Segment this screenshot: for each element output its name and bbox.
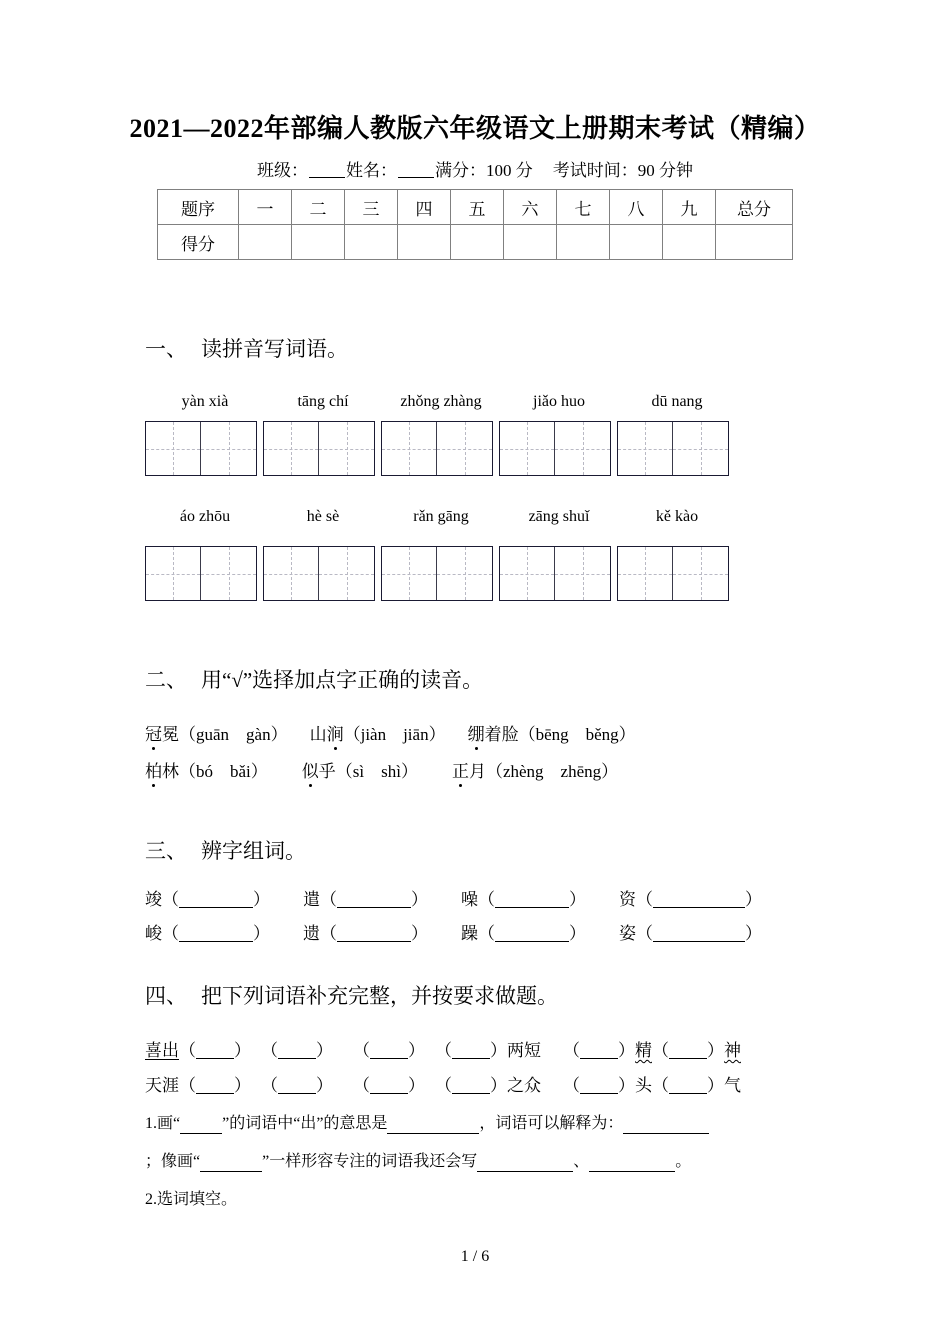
class-blank <box>309 177 345 178</box>
idiom-tail-b-1: 神 <box>724 1041 741 1060</box>
idiom-blank[interactable] <box>580 1058 618 1059</box>
writing-grid-cell[interactable] <box>146 547 201 600</box>
writing-grid-cell[interactable] <box>555 422 610 475</box>
writing-grid-group-1-3[interactable] <box>381 421 493 476</box>
idiom-blank[interactable] <box>196 1058 234 1059</box>
writing-grid-row-2 <box>145 546 745 601</box>
score-col-5: 五 <box>451 190 504 225</box>
pronunciation-options[interactable]: bēng běng <box>535 725 619 744</box>
time-value: 90 分钟 <box>637 161 693 180</box>
word-build-item-7[interactable]: 躁（ ） <box>461 924 586 943</box>
word-build-blank[interactable] <box>337 941 411 942</box>
word-build-char: 遣 <box>303 890 320 909</box>
pinyin-row-1 <box>145 393 745 417</box>
word-build-blank[interactable] <box>337 907 411 908</box>
writing-grid-group-1-1[interactable] <box>145 421 257 476</box>
sub-question-1-line-2 <box>145 1148 691 1172</box>
pronunciation-options[interactable]: jiàn jiān <box>360 725 429 744</box>
dotted-character: 似 <box>302 757 319 782</box>
idiom-tail-a-1: 两短 <box>507 1041 541 1060</box>
idiom-blank[interactable] <box>278 1093 316 1094</box>
score-col-7: 七 <box>557 190 610 225</box>
score-cell-1[interactable] <box>239 225 292 260</box>
score-row-label-2: 得分 <box>158 225 239 260</box>
pinyin-label-2-3: rǎn gāng <box>413 508 469 525</box>
class-label: 班级： <box>257 161 308 180</box>
writing-grid-cell[interactable] <box>673 547 728 600</box>
writing-grid-cell[interactable] <box>201 422 256 475</box>
score-col-8: 八 <box>610 190 663 225</box>
pinyin-label-1-3: zhǒng zhàng <box>400 393 482 410</box>
pinyin-row-2 <box>145 508 745 532</box>
sub-q1-part-a: 1.画“ <box>145 1115 181 1132</box>
score-cell-2[interactable] <box>292 225 345 260</box>
word-build-blank[interactable] <box>653 907 745 908</box>
writing-grid-group-2-4[interactable] <box>499 546 611 601</box>
section-heading-3 <box>145 835 306 865</box>
writing-grid-row-1 <box>145 421 745 476</box>
dotted-character: 正 <box>452 757 469 782</box>
sub-q1-part-f: 、 <box>573 1153 590 1170</box>
idiom-blank[interactable] <box>370 1093 408 1094</box>
word-build-item-8[interactable]: 姿（ ） <box>619 924 762 943</box>
word-build-blank[interactable] <box>495 907 569 908</box>
sub-q1-answer-blank[interactable] <box>623 1115 709 1134</box>
score-cell-6[interactable] <box>504 225 557 260</box>
sub-q1-answer-blank[interactable] <box>589 1153 675 1172</box>
idiom-tail-b-2: 气 <box>724 1076 741 1095</box>
exam-meta-line <box>0 156 950 181</box>
idiom-blank[interactable] <box>370 1058 408 1059</box>
writing-grid-cell[interactable] <box>382 547 437 600</box>
writing-grid-group-2-2[interactable] <box>263 546 375 601</box>
table-row-scores <box>158 225 793 260</box>
sub-question-2: 2.选词填空。 <box>145 1191 238 1208</box>
idiom-blank[interactable] <box>278 1058 316 1059</box>
writing-grid-group-2-5[interactable] <box>617 546 729 601</box>
writing-grid-cell[interactable] <box>146 422 201 475</box>
pinyin-label-1-1: yàn xià <box>181 393 229 410</box>
word-build-blank[interactable] <box>653 941 745 942</box>
word-build-item-1[interactable]: 竣（ ） <box>145 890 270 909</box>
score-cell-total[interactable] <box>716 225 793 260</box>
section-heading-1 <box>145 333 348 363</box>
sub-q1-underline-mark <box>200 1153 262 1172</box>
table-row-header <box>158 190 793 225</box>
word-build-char: 噪 <box>461 890 478 909</box>
dotted-character: 绷 <box>468 720 485 745</box>
writing-grid-cell[interactable] <box>201 547 256 600</box>
name-label: 姓名： <box>346 161 397 180</box>
word-build-char: 姿 <box>619 924 636 943</box>
word-build-row-2 <box>145 919 785 949</box>
pronunciation-item-3[interactable]: 绷着脸（bēng běng） <box>468 725 636 744</box>
sub-q1-answer-blank[interactable] <box>387 1115 479 1134</box>
dotted-character: 柏 <box>145 757 162 782</box>
sub-question-1-line-1 <box>145 1110 709 1134</box>
idiom-blank[interactable] <box>669 1093 707 1094</box>
section-heading-4 <box>145 980 558 1010</box>
word-build-char: 峻 <box>145 924 162 943</box>
word-build-item-2[interactable]: 遣（ ） <box>303 890 428 909</box>
writing-grid-cell[interactable] <box>500 547 555 600</box>
name-blank <box>398 177 434 178</box>
pronunciation-options[interactable]: bó bǎi <box>196 762 251 781</box>
score-cell-7[interactable] <box>557 225 610 260</box>
score-col-2: 二 <box>292 190 345 225</box>
section-index-4: 四、 <box>145 984 187 1008</box>
idiom-blank[interactable] <box>196 1093 234 1094</box>
score-col-6: 六 <box>504 190 557 225</box>
word-build-item-5[interactable]: 峻（ ） <box>145 924 270 943</box>
sub-q1-underline-mark <box>180 1115 222 1134</box>
section-heading-2 <box>145 664 483 694</box>
idiom-blank[interactable] <box>669 1058 707 1059</box>
writing-grid-group-1-4[interactable] <box>499 421 611 476</box>
section-title-1: 读拼音写词语。 <box>201 337 348 361</box>
idiom-mid-b-2: 头 <box>635 1076 652 1095</box>
score-cell-3[interactable] <box>345 225 398 260</box>
word-build-item-6[interactable]: 遗（ ） <box>303 924 428 943</box>
pronunciation-item-4[interactable]: 柏林（bó bǎi） <box>145 762 268 781</box>
pronunciation-line-2 <box>145 757 618 782</box>
pronunciation-line-1 <box>145 720 636 745</box>
section-title-4: 把下列词语补充完整，并按要求做题。 <box>201 984 558 1008</box>
writing-grid-cell[interactable] <box>264 422 319 475</box>
word-build-blank[interactable] <box>495 941 569 942</box>
section-index-2: 二、 <box>145 668 187 692</box>
full-marks-label: 满分： <box>435 161 486 180</box>
word-build-char: 躁 <box>461 924 478 943</box>
idiom-lead-1: 喜出 <box>145 1041 179 1060</box>
score-cell-5[interactable] <box>451 225 504 260</box>
writing-grid-cell[interactable] <box>618 547 673 600</box>
word-build-blank[interactable] <box>179 941 253 942</box>
writing-grid-cell[interactable] <box>555 547 610 600</box>
writing-grid-cell[interactable] <box>437 422 492 475</box>
pinyin-label-1-4: jiǎo huo <box>533 393 585 410</box>
page-number: 1 / 6 <box>460 1248 490 1265</box>
word-build-blank[interactable] <box>179 907 253 908</box>
dotted-character: 涧 <box>327 720 344 745</box>
pinyin-label-2-2: hè sè <box>306 508 340 525</box>
score-table <box>157 189 793 260</box>
pronunciation-item-2[interactable]: 山涧（jiàn jiān） <box>310 725 446 744</box>
idiom-line-1: 喜出（ ） （ ） （ ） （ ）两短 （ ）精（ ）神 <box>145 1041 741 1060</box>
pronunciation-item-5[interactable]: 似乎（sì shì） <box>302 762 418 781</box>
section-title-2: 用“√”选择加点字正确的读音。 <box>201 668 484 692</box>
full-marks-value: 100 分 <box>486 161 533 180</box>
pinyin-label-1-5: dū nang <box>651 393 703 410</box>
writing-grid-cell[interactable] <box>382 422 437 475</box>
pronunciation-item-6[interactable]: 正月（zhèng zhēng） <box>452 762 618 781</box>
pronunciation-options[interactable]: guān gàn <box>196 725 271 744</box>
writing-grid-cell[interactable] <box>319 547 374 600</box>
score-row-label: 题序 <box>158 190 239 225</box>
writing-grid-cell[interactable] <box>319 422 374 475</box>
sub-q1-part-c: ，词语可以解释为： <box>479 1115 624 1132</box>
section-title-3: 辨字组词。 <box>201 839 306 863</box>
writing-grid-group-2-3[interactable] <box>381 546 493 601</box>
sub-q1-answer-blank[interactable] <box>477 1153 573 1172</box>
pinyin-label-2-1: áo zhōu <box>179 508 231 525</box>
score-col-3: 三 <box>345 190 398 225</box>
sub-q1-part-b: ”的词语中“出”的意思是 <box>222 1115 388 1132</box>
writing-grid-cell[interactable] <box>437 547 492 600</box>
sub-q1-part-d: ；像画“ <box>145 1153 201 1170</box>
idiom-blank[interactable] <box>452 1058 490 1059</box>
section-index-1: 一、 <box>145 337 187 361</box>
score-col-4: 四 <box>398 190 451 225</box>
idiom-tail-a-2: 之众 <box>507 1076 541 1095</box>
writing-grid-cell[interactable] <box>500 422 555 475</box>
writing-grid-cell[interactable] <box>264 547 319 600</box>
writing-grid-group-1-5[interactable] <box>617 421 729 476</box>
word-build-char: 竣 <box>145 890 162 909</box>
word-build-item-3[interactable]: 噪（ ） <box>461 890 586 909</box>
idiom-blank[interactable] <box>580 1093 618 1094</box>
pronunciation-item-1[interactable]: 冠冕（guān gàn） <box>145 725 288 744</box>
score-col-9: 九 <box>663 190 716 225</box>
writing-grid-cell[interactable] <box>618 422 673 475</box>
word-build-row-1 <box>145 885 785 915</box>
word-build-char: 资 <box>619 890 636 909</box>
writing-grid-cell[interactable] <box>673 422 728 475</box>
word-build-item-4[interactable]: 资（ ） <box>619 890 762 909</box>
pronunciation-options[interactable]: sì shì <box>352 762 401 781</box>
pinyin-label-2-4: zāng shuǐ <box>528 508 590 525</box>
pinyin-label-2-5: kě kào <box>655 508 699 525</box>
score-col-1: 一 <box>239 190 292 225</box>
pinyin-label-1-2: tāng chí <box>297 393 349 410</box>
idiom-mid-b-1: 精 <box>635 1041 652 1060</box>
sub-q1-part-e: ”一样形容专注的词语我还会写 <box>262 1153 478 1170</box>
page-title: 2021—2022年部编人教版六年级语文上册期末考试（精编） <box>129 114 821 143</box>
idiom-blank[interactable] <box>452 1093 490 1094</box>
idiom-lead-2: 天涯 <box>145 1076 179 1095</box>
word-build-char: 遗 <box>303 924 320 943</box>
score-cell-9[interactable] <box>663 225 716 260</box>
idiom-line-2: 天涯（ ） （ ） （ ） （ ）之众 （ ）头（ ）气 <box>145 1076 741 1095</box>
sub-q1-part-g: 。 <box>675 1153 692 1170</box>
section-index-3: 三、 <box>145 839 187 863</box>
score-col-total: 总分 <box>716 190 793 225</box>
writing-grid-group-2-1[interactable] <box>145 546 257 601</box>
time-label: 考试时间： <box>552 161 638 180</box>
dotted-character: 冠 <box>145 720 162 745</box>
pronunciation-options[interactable]: zhèng zhēng <box>502 762 602 781</box>
score-cell-4[interactable] <box>398 225 451 260</box>
writing-grid-group-1-2[interactable] <box>263 421 375 476</box>
score-cell-8[interactable] <box>610 225 663 260</box>
